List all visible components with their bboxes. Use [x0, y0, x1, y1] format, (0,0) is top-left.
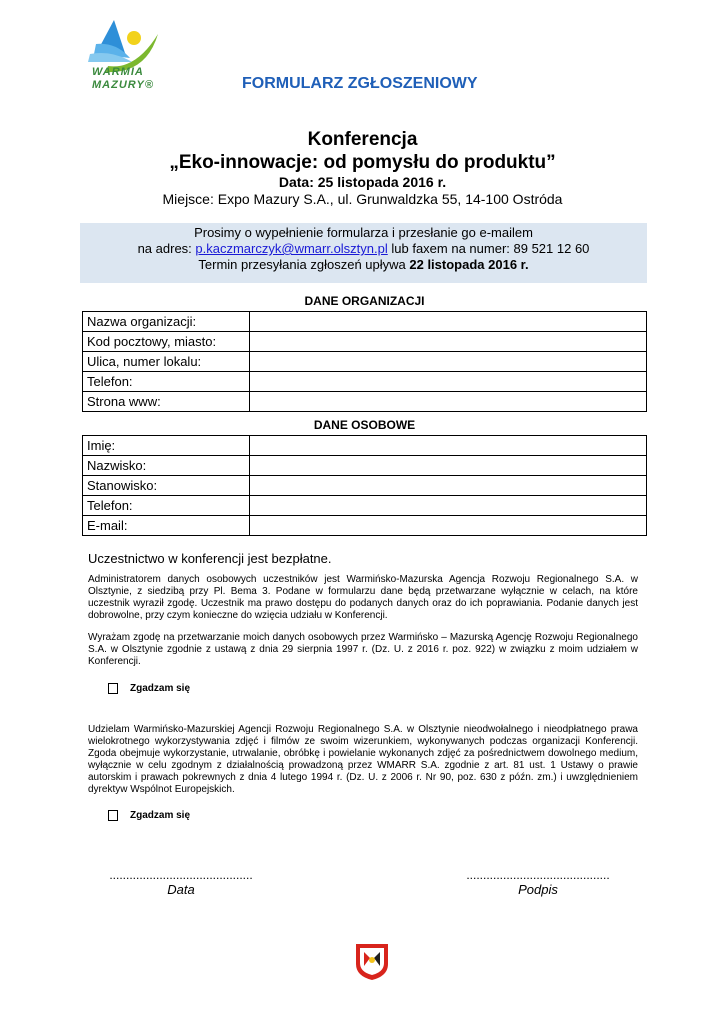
table-row: [83, 456, 647, 476]
postal-city-input[interactable]: [250, 332, 647, 352]
deadline-date: 22 listopada 2016 r.: [409, 257, 529, 272]
agree-checkbox-2[interactable]: [108, 810, 118, 821]
date-caption: Data: [167, 882, 195, 897]
logo-line-1: WARMIA: [92, 66, 144, 78]
region-crest-icon: [354, 942, 390, 982]
table-row: [83, 352, 647, 372]
date-line[interactable]: ...........................................: [109, 868, 253, 882]
conference-kind: Konferencja: [307, 129, 418, 150]
note-line-1: Prosimy o wypełnienie formularza i przesłanie go e-mailem: [194, 225, 533, 240]
note-fax: lub faxem na numer: 89 521 12 60: [387, 241, 590, 256]
table-row: [83, 392, 647, 412]
email-link[interactable]: p.kaczmarczyk@wmarr.olsztyn.pl: [195, 241, 388, 256]
free-participation-text: Uczestnictwo w konferencji jest bezpłatne.: [88, 551, 332, 566]
note-prefix: na adres:: [137, 241, 196, 256]
table-row: [83, 372, 647, 392]
field-label: Telefon:: [83, 496, 250, 516]
street-input[interactable]: [250, 352, 647, 372]
field-label: Stanowisko:: [83, 476, 250, 496]
date-signature-block: [100, 868, 262, 897]
form-title: FORMULARZ ZGŁOSZENIOWY: [242, 75, 478, 92]
logo-text: [92, 66, 154, 92]
field-label: Kod pocztowy, miasto:: [83, 332, 250, 352]
table-row: [83, 312, 647, 332]
agree-row-1: [108, 683, 190, 694]
table-row: [83, 476, 647, 496]
consent-paragraph-2: Udzielam Warmińsko-Mazurskiej Agencji Rozwoju Regionalnego S.A. w Olsztynie nieodwołalnego i nieodpłatnego prawa wielokrotnego wykorzystywania zdjęć i filmów ze swoim wizerunkiem, wykonywanych podczas organizacji Konferencji. Zgoda obejmuje wykorzystanie, utrwalanie, obróbkę i powielanie wykonanych zdjęć za pośrednictwem dowolnego medium, wyłącznie w celu zgodnym z działalnością prowadzoną przez WMARR S.A. zgodnie z art. 81 ust. 1 Ustawy o prawie autorskim i prawach pokrewnych z dnia 4 lutego 1994 r. (Dz. U. z 2006 r. Nr 90, poz. 630 z późn. zm.) i uwzględnieniem dyrektyw Wspólnot Europejskich.: [88, 724, 638, 795]
conference-place: Miejsce: Expo Mazury S.A., ul. Grunwaldzka 55, 14-100 Ostróda: [162, 191, 563, 207]
person-table: [82, 435, 647, 536]
table-row: [83, 436, 647, 456]
table-row: [83, 516, 647, 536]
sign-caption: Podpis: [518, 882, 558, 897]
agree-checkbox-1[interactable]: [108, 683, 118, 694]
field-label: Telefon:: [83, 372, 250, 392]
field-label: Strona www:: [83, 392, 250, 412]
org-section-heading: DANE ORGANIZACJI: [304, 294, 425, 308]
position-input[interactable]: [250, 476, 647, 496]
last-name-input[interactable]: [250, 456, 647, 476]
deadline-prefix: Termin przesyłania zgłoszeń upływa: [198, 257, 410, 272]
website-input[interactable]: [250, 392, 647, 412]
org-table: [82, 311, 647, 412]
logo-line-2: MAZURY®: [92, 79, 154, 91]
note-line-3: [80, 257, 647, 273]
field-label: Imię:: [83, 436, 250, 456]
org-phone-input[interactable]: [250, 372, 647, 392]
field-label: Nazwa organizacji:: [83, 312, 250, 332]
first-name-input[interactable]: [250, 436, 647, 456]
agree-label: Zgadzam się: [130, 810, 191, 822]
submission-note: [80, 223, 647, 283]
field-label: Ulica, numer lokalu:: [83, 352, 250, 372]
field-label: E-mail:: [83, 516, 250, 536]
agree-label: Zgadzam się: [130, 683, 191, 695]
org-name-input[interactable]: [250, 312, 647, 332]
person-section-heading: DANE OSOBOWE: [313, 418, 416, 432]
conference-date: Data: 25 listopada 2016 r.: [278, 174, 447, 190]
table-row: [83, 496, 647, 516]
email-input[interactable]: [250, 516, 647, 536]
field-label: Nazwisko:: [83, 456, 250, 476]
table-row: [83, 332, 647, 352]
person-phone-input[interactable]: [250, 496, 647, 516]
agree-row-2: [108, 810, 190, 821]
note-line-2: [80, 241, 647, 257]
sign-signature-block: [452, 868, 624, 897]
consent-paragraph-1: Wyrażam zgodę na przetwarzanie moich danych osobowych przez Warmińsko – Mazurską Agencję Rozwoju Regionalnego S.A. w Olsztynie zgodnie z ustawą z dnia 29 sierpnia 1997 r. (Dz. U. z 2016 r. poz. 922) w związku z moim udziałem w Konferencji.: [88, 632, 638, 667]
conference-title: „Eko-innowacje: od pomysłu do produktu”: [169, 152, 556, 173]
sign-line[interactable]: ...........................................: [466, 868, 610, 882]
admin-paragraph: Administratorem danych osobowych uczestników jest Warmińsko-Mazurska Agencja Rozwoju Regionalnego S.A. w Olsztynie, z siedzibą przy Pl. Bema 3. Podane w formularzu dane będą przetwarzane wyłącznie w celach, na które uczestnik wyraził zgodę. Uczestnik ma prawo dostępu do podanych danych oraz do ich poprawiania. Podanie danych jest dobrowolne, przy czym konieczne do wzięcia udziału w Konferencji.: [88, 574, 638, 621]
